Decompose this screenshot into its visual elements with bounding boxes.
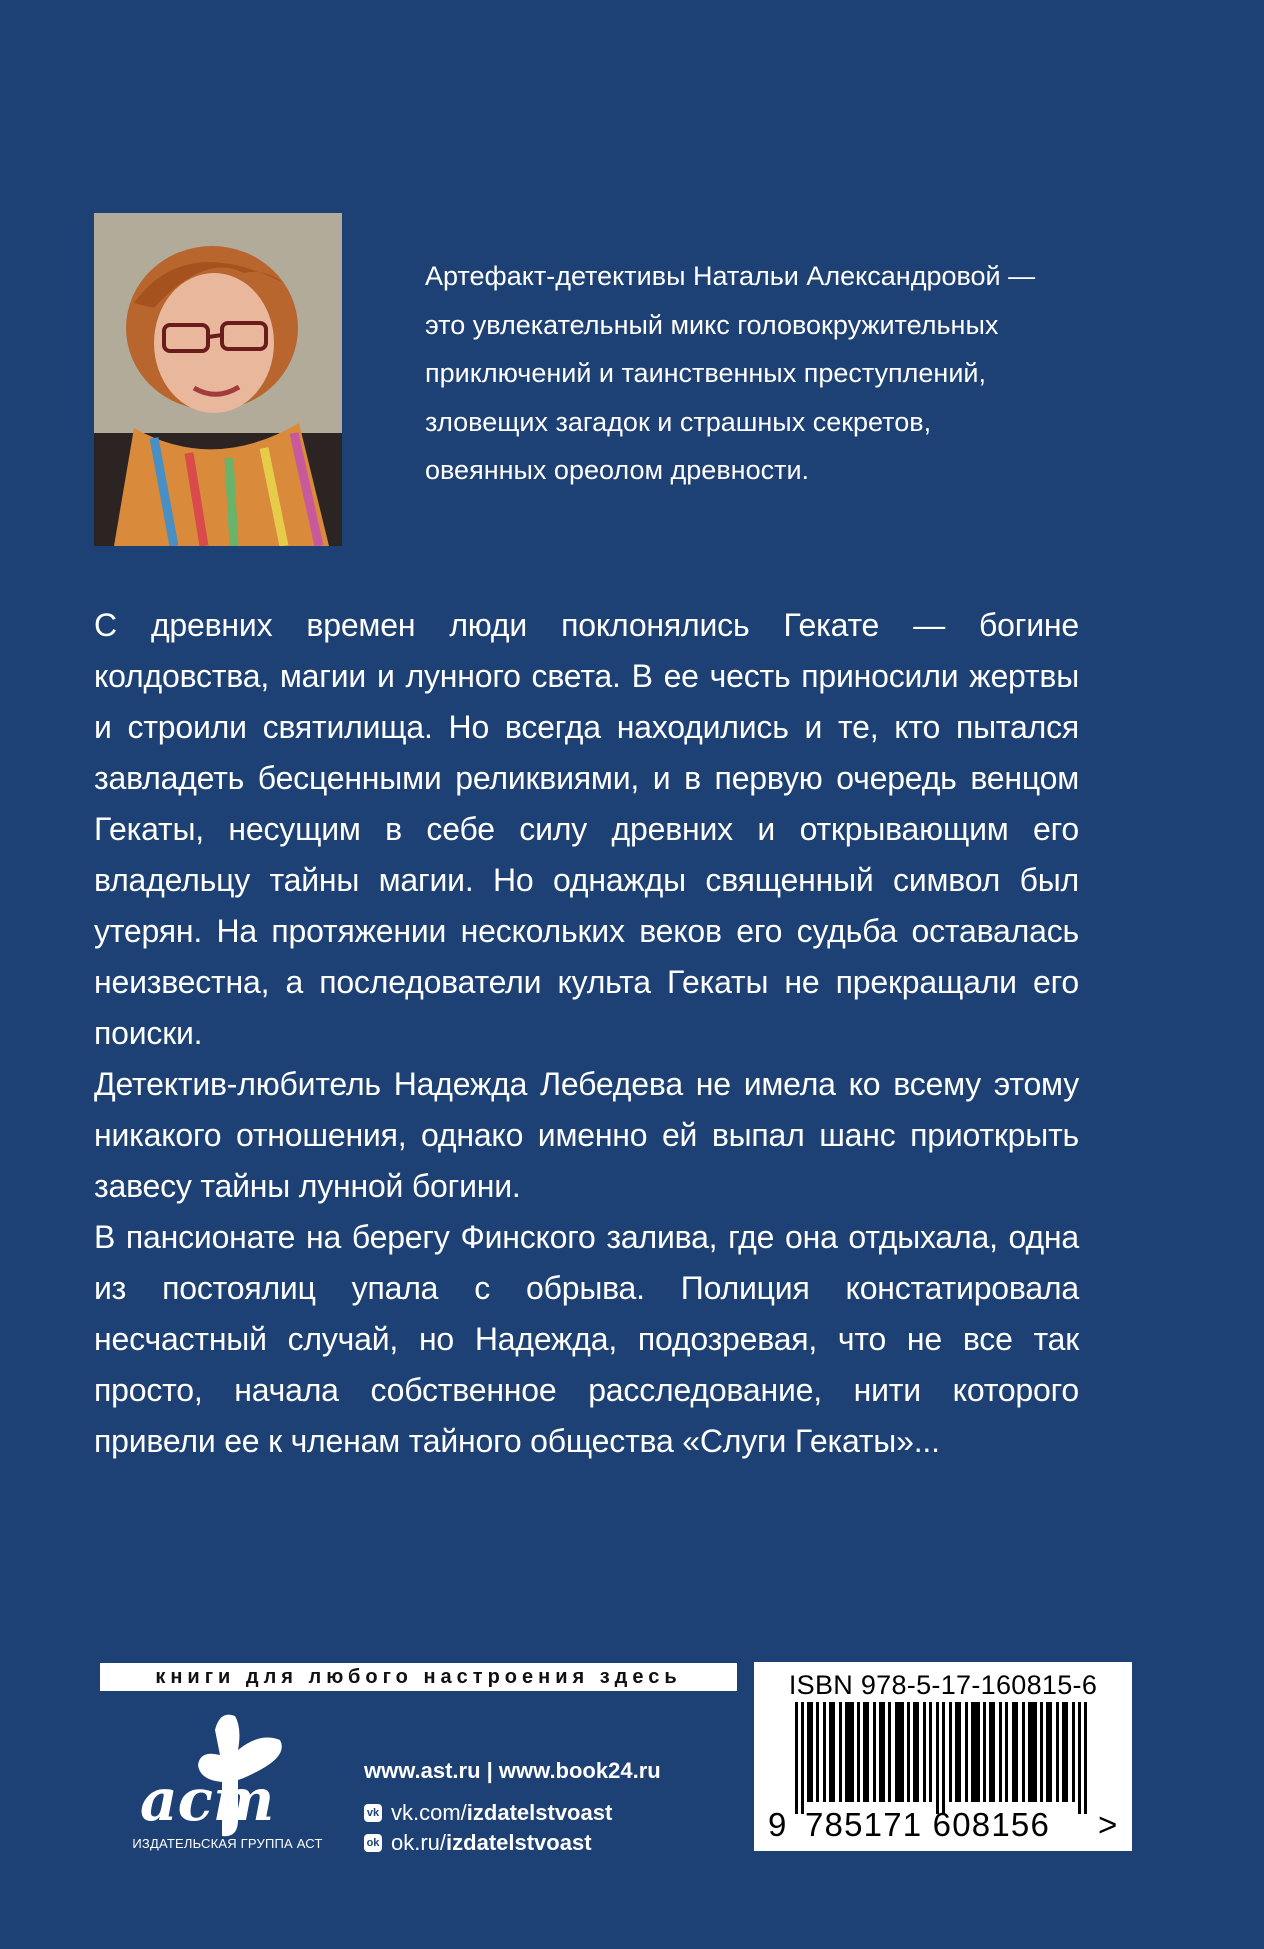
- vk-prefix: vk.com/: [391, 1800, 467, 1825]
- vk-icon: vk: [364, 1804, 382, 1822]
- isbn-barcode: [754, 1662, 1132, 1851]
- annotation-paragraph: С древних времен люди поклонялись Гекате — богине колдовства, магии и лунного света. В ее честь приносили жертвы и строили святилища. Но всегда находились и те, кто пытался завладеть бесценными реликвиями, и в первую очередь венцом Гекаты, несущим в себе силу древних и открывающим его владельцу тайны магии. Но однажды священный символ был утерян. На протяжении нескольких веков его судьба оставалась неизвестна, а последователи культа Гекаты не прекращали его поиски.: [94, 607, 1079, 1051]
- vk-handle: izdatelstvoast: [466, 1800, 613, 1825]
- ok-icon: ok: [364, 1834, 382, 1852]
- ok-handle: izdatelstvoast: [446, 1830, 592, 1855]
- vk-link[interactable]: [364, 1800, 612, 1826]
- ast-logo: [120, 1710, 335, 1855]
- annotation-paragraph: Детектив-любитель Надежда Лебедева не имела ко всему этому никакого отношения, однако именно ей выпал шанс приоткрыть завесу тайны лунной богини.: [94, 1066, 1079, 1204]
- author-photo: [94, 213, 342, 546]
- barcode-arrow: >: [1098, 1806, 1118, 1843]
- barcode-digits: 785171 608156: [805, 1806, 1051, 1843]
- logo-caption: ИЗДАТЕЛЬСКАЯ ГРУППА АСТ: [132, 1836, 323, 1851]
- ok-prefix: ok.ru/: [391, 1830, 447, 1855]
- barcode-first-digit: 9: [768, 1806, 787, 1843]
- barcode: [795, 1702, 1095, 1814]
- logo-text: аст: [140, 1766, 275, 1834]
- isbn-label: ISBN 978-5-17-160815-6: [788, 1670, 1098, 1700]
- ok-link[interactable]: [364, 1830, 592, 1856]
- annotation: [94, 600, 1079, 1467]
- annotation-paragraph: В пансионате на берегу Финского залива, где она отдыхала, одна из постоялиц упала с обрыва. Полиция констатировала несчастный случай, но Надежда, подозревая, что не все так просто, начала собственное расследование, нити которого привели ее к членам тайного общества «Слуги Гекаты»...: [94, 1219, 1079, 1459]
- tagline: книги для любого настроения здесь: [100, 1663, 737, 1691]
- website-links[interactable]: www.ast.ru | www.book24.ru: [364, 1758, 661, 1783]
- intro-text: Артефакт-детективы Натальи Александровой — это увлекательный микс головокружительных приключений и таинственных преступлений, зловещих загадок и страшных секретов, овеянных ореолом древности.: [425, 261, 1036, 485]
